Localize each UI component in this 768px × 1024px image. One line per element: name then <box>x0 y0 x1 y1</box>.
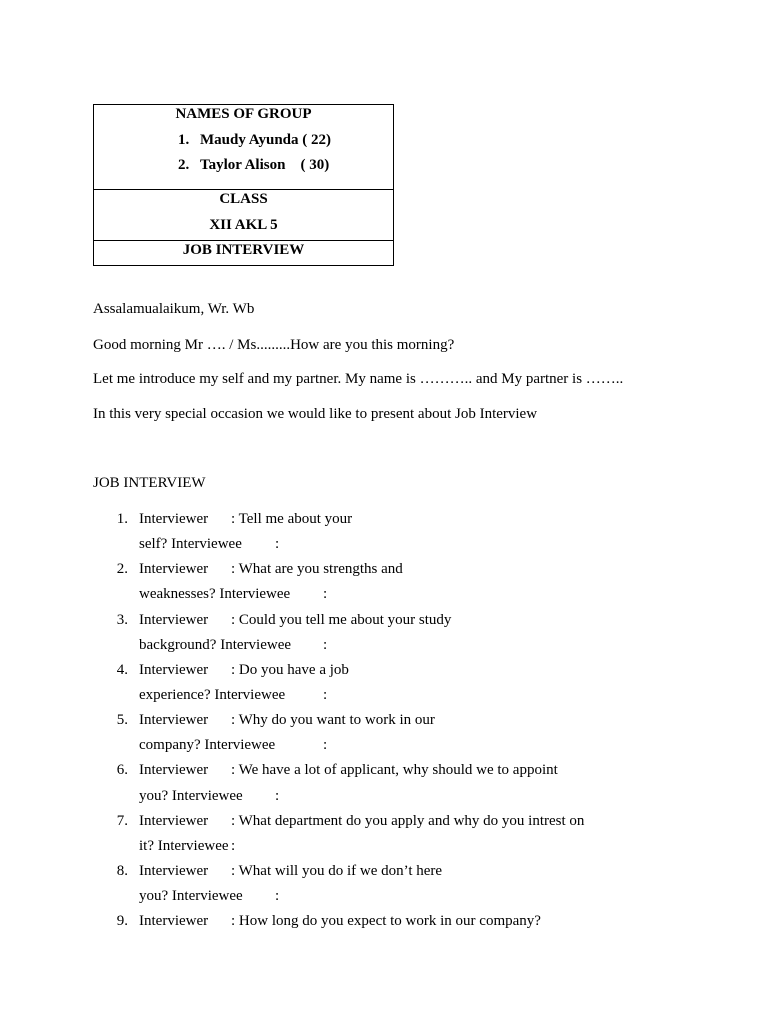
answer-colon: : <box>275 888 280 904</box>
answer-line <box>139 787 280 805</box>
question-text: : Why do you want to work in our <box>231 712 435 728</box>
question-line <box>139 661 349 679</box>
answer-label: you? Interviewee <box>139 888 243 904</box>
question-number: 7. <box>116 813 128 829</box>
question-number: 3. <box>116 612 128 628</box>
interviewer-label: Interviewer <box>139 913 209 929</box>
member-name: Maudy Ayunda ( 22) <box>200 132 332 148</box>
interviewer-label: Interviewer <box>139 712 209 728</box>
answer-label: self? Interviewee <box>139 536 242 552</box>
interviewer-label: Interviewer <box>139 612 209 628</box>
answer-label: company? Interviewee <box>139 737 276 753</box>
question-text: : Could you tell me about your study <box>231 612 452 628</box>
answer-line <box>139 535 280 553</box>
class-cell <box>94 190 393 241</box>
answer-colon: : <box>323 687 328 703</box>
good-morning-line: Good morning Mr …. / Ms.........How are you this morning? <box>93 337 455 353</box>
interviewer-label: Interviewer <box>139 662 209 678</box>
answer-line <box>139 837 236 855</box>
question-line <box>139 862 442 880</box>
question-line <box>139 611 451 629</box>
answer-colon: : <box>231 838 236 854</box>
question-number: 9. <box>116 913 128 929</box>
answer-label: experience? Interviewee <box>139 687 286 703</box>
names-title: NAMES OF GROUP <box>175 106 312 122</box>
title-cell <box>94 241 393 265</box>
member-number: 2. <box>178 157 190 173</box>
question-text: : How long do you expect to work in our company? <box>231 913 541 929</box>
answer-line <box>139 887 280 905</box>
class-label: CLASS <box>219 191 268 207</box>
question-text: : What department do you apply and why do you intrest on <box>231 813 585 829</box>
question-text: : Do you have a job <box>231 662 349 678</box>
question-line <box>139 711 435 729</box>
interviewer-label: Interviewer <box>139 762 209 778</box>
question-line <box>139 510 352 528</box>
group-info-table <box>93 104 394 266</box>
answer-line <box>139 736 328 754</box>
answer-colon: : <box>275 536 280 552</box>
question-number: 8. <box>116 863 128 879</box>
member-number: 1. <box>178 132 190 148</box>
interviewer-label: Interviewer <box>139 813 209 829</box>
greeting-line: Assalamualaikum, Wr. Wb <box>93 301 255 317</box>
answer-line <box>139 585 328 603</box>
question-number: 1. <box>116 511 128 527</box>
answer-line <box>139 686 328 704</box>
question-number: 6. <box>116 762 128 778</box>
question-number: 4. <box>116 662 128 678</box>
member-item <box>178 156 329 174</box>
answer-line <box>139 636 328 654</box>
question-text: : We have a lot of applicant, why should we to appoint <box>231 762 558 778</box>
answer-label: weaknesses? Interviewee <box>139 586 291 602</box>
question-text: : What will you do if we don’t here <box>231 863 443 879</box>
answer-colon: : <box>323 737 328 753</box>
answer-label: you? Interviewee <box>139 788 243 804</box>
answer-colon: : <box>323 637 328 653</box>
question-line <box>139 560 403 578</box>
question-line <box>139 761 558 779</box>
question-text: : Tell me about your <box>231 511 353 527</box>
introduction-line: Let me introduce my self and my partner. My name is ……….. and My partner is …….. <box>93 371 624 387</box>
question-text: : What are you strengths and <box>231 561 403 577</box>
section-title: JOB INTERVIEW <box>93 475 206 491</box>
interviewer-label: Interviewer <box>139 863 209 879</box>
question-line <box>139 812 584 830</box>
question-number: 5. <box>116 712 128 728</box>
question-line <box>139 912 541 930</box>
answer-colon: : <box>275 788 280 804</box>
answer-label: background? Interviewee <box>139 637 292 653</box>
member-item <box>178 131 331 149</box>
occasion-line: In this very special occasion we would like to present about Job Interview <box>93 406 538 422</box>
class-value: XII AKL 5 <box>209 217 278 233</box>
interviewer-label: Interviewer <box>139 511 209 527</box>
interviewer-label: Interviewer <box>139 561 209 577</box>
question-number: 2. <box>116 561 128 577</box>
answer-colon: : <box>323 586 328 602</box>
answer-label: it? Interviewee <box>139 838 229 854</box>
document-title: JOB INTERVIEW <box>182 242 305 258</box>
names-cell <box>94 105 393 190</box>
member-name: Taylor Alison ( 30) <box>200 157 330 173</box>
